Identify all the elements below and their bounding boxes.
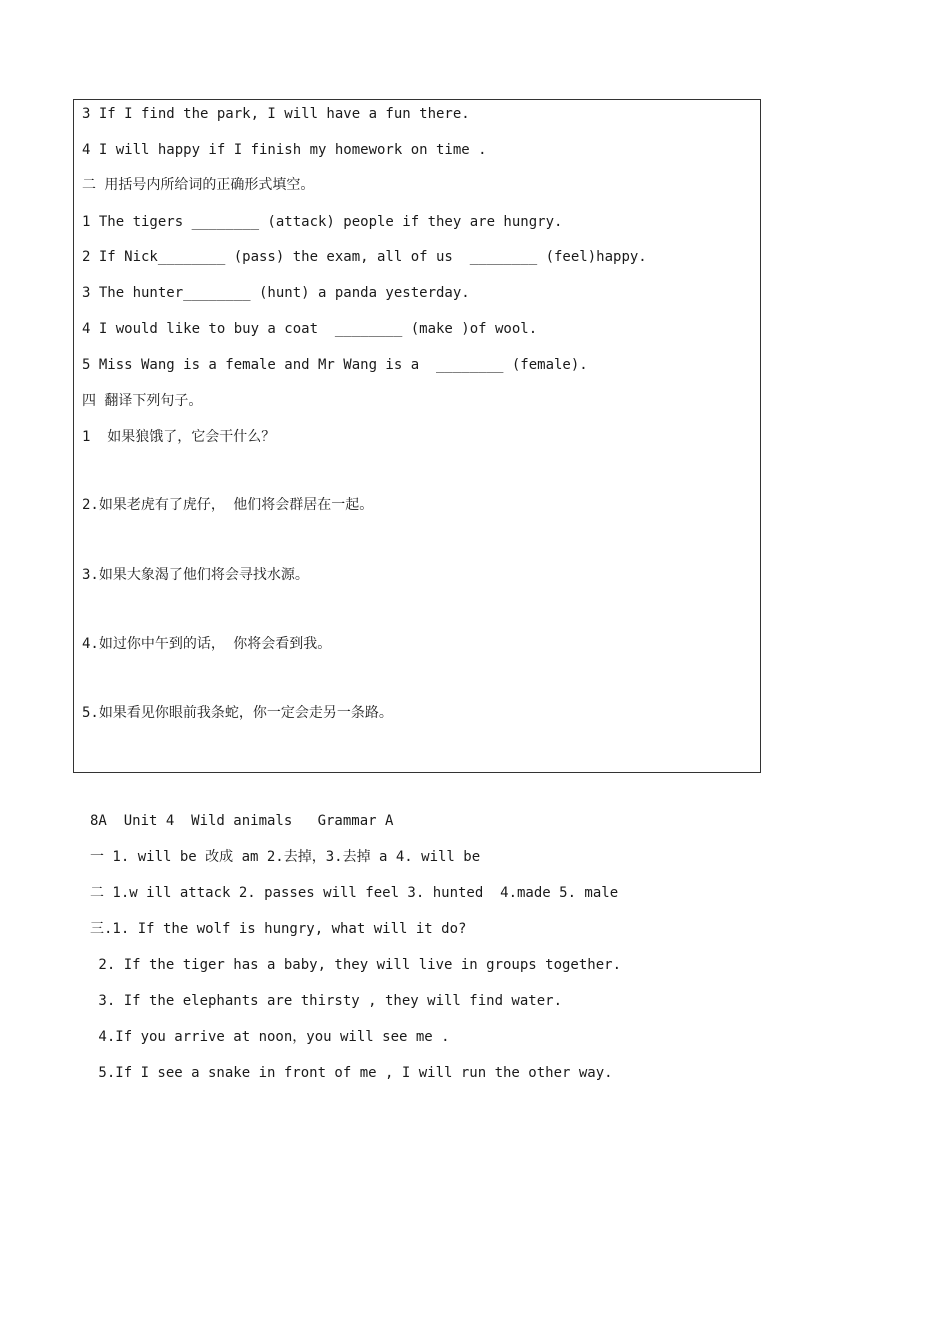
exercise-line-7: 5 Miss Wang is a female and Mr Wang is a ________ (female). — [82, 357, 588, 373]
answer-line-4: 2. If the tiger has a baby, they will live in groups together. — [90, 957, 622, 973]
answer-key-title: 8A Unit 4 Wild animals Grammar A — [90, 813, 394, 829]
exercise-line-2: 4 I will happy if I finish my homework on time . — [82, 142, 487, 158]
exercise-line-4: 2 If Nick________ (pass) the exam, all of us ________ (feel)happy. — [82, 249, 647, 265]
answer-line-5: 3. If the elephants are thirsty , they will find water. — [90, 993, 563, 1009]
exercise-line-5: 3 The hunter________ (hunt) a panda yesterday. — [82, 285, 470, 301]
translate-line-2: 2.如果老虎有了虎仔， 他们将会群居在一起。 — [82, 497, 374, 513]
translate-line-4: 4.如过你中午到的话， 你将会看到我。 — [82, 636, 332, 652]
exercise-box — [73, 99, 761, 773]
exercise-line-3: 1 The tigers ________ (attack) people if they are hungry. — [82, 214, 563, 230]
section-heading-2: 二 用括号内所给词的正确形式填空。 — [82, 177, 315, 193]
translate-line-1: 1 如果狼饿了，它会干什么？ — [82, 429, 276, 445]
answer-line-2: 二 1.w ill attack 2. passes will feel 3. hunted 4.made 5. male — [90, 885, 619, 901]
translate-line-3: 3.如果大象渴了他们将会寻找水源。 — [82, 567, 309, 583]
answer-line-1: 一 1. will be 改成 am 2.去掉，3.去掉 a 4. will be — [90, 849, 481, 865]
section-heading-4: 四 翻译下列句子。 — [82, 393, 203, 409]
answer-line-3: 三.1. If the wolf is hungry, what will it do? — [90, 921, 467, 937]
answer-line-6: 4.If you arrive at noon，you will see me . — [90, 1029, 450, 1045]
exercise-line-1: 3 If I find the park, I will have a fun there. — [82, 106, 470, 122]
answer-line-7: 5.If I see a snake in front of me , I will run the other way. — [90, 1065, 613, 1081]
translate-line-5: 5.如果看见你眼前我条蛇，你一定会走另一条路。 — [82, 705, 393, 721]
exercise-line-6: 4 I would like to buy a coat ________ (make )of wool. — [82, 321, 538, 337]
